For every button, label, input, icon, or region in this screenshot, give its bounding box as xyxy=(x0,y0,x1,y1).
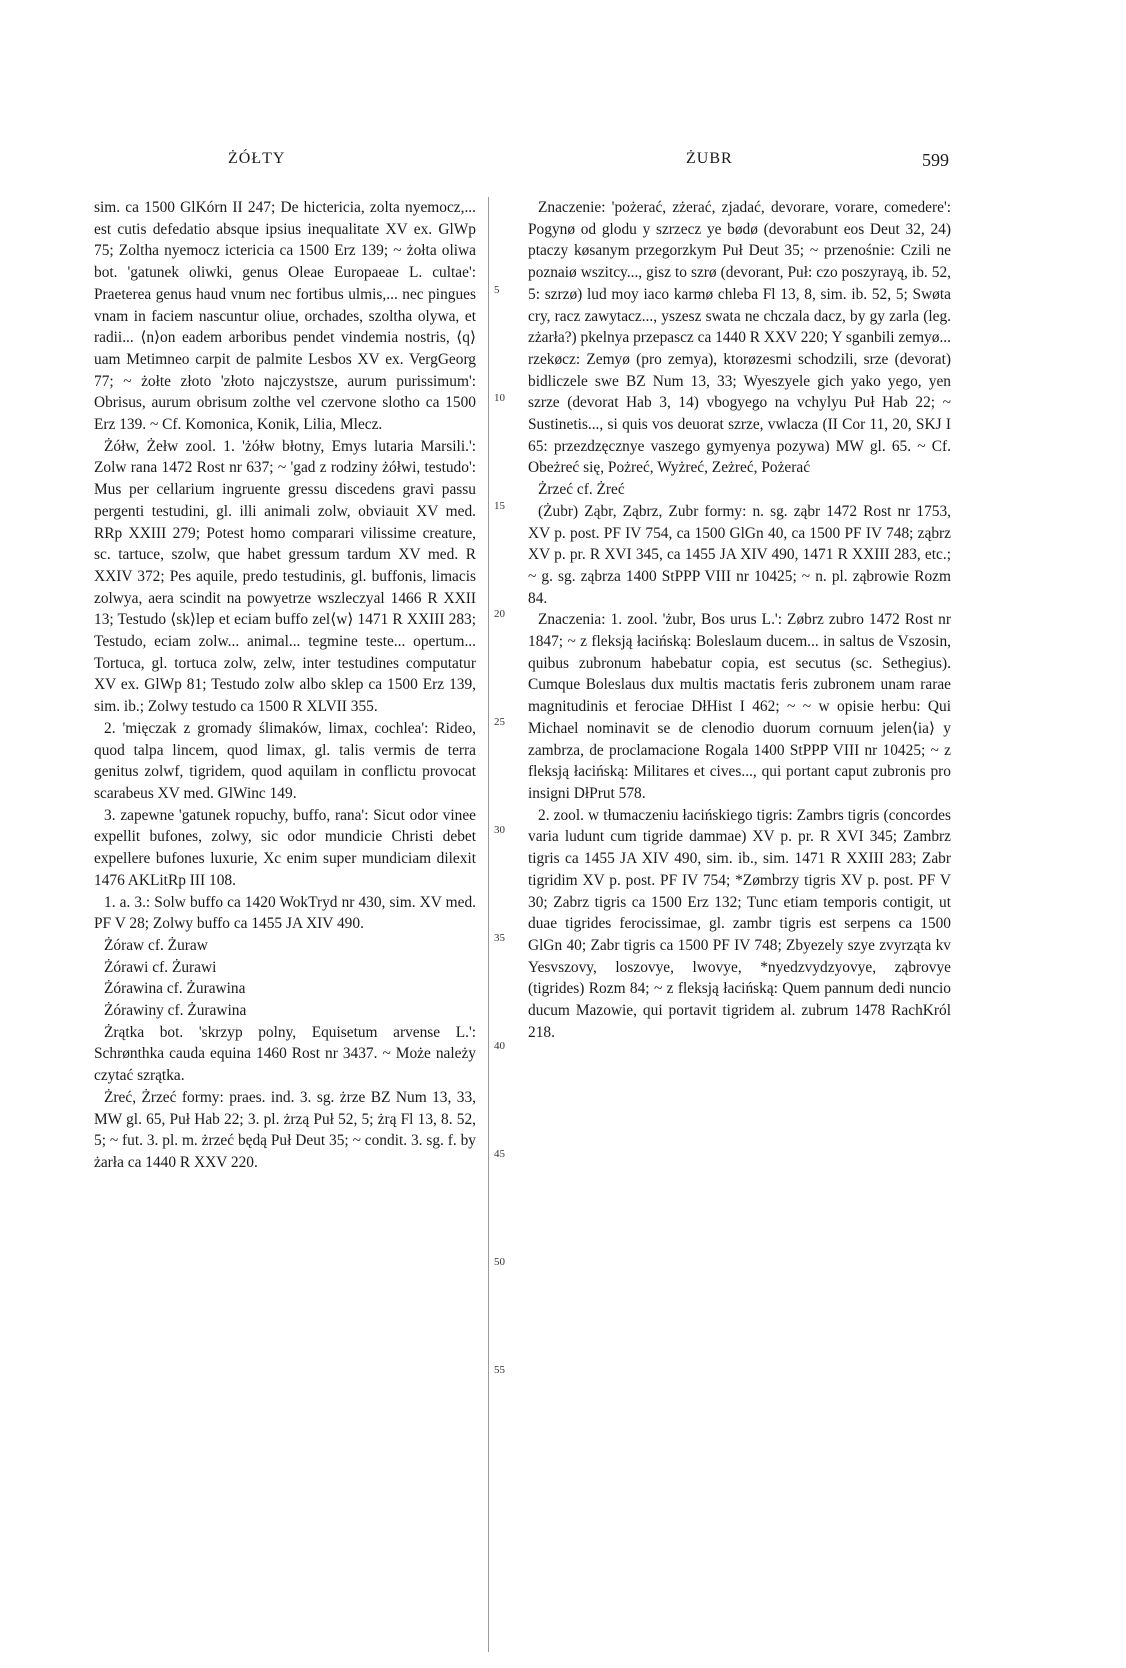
cross-reference: Żórawiny cf. Żurawina xyxy=(104,1002,247,1020)
running-header xyxy=(0,150,1126,174)
entry-paragraph: sim. ca 1500 GlKórn II 247; De hictericia, zolta nyemocz,... est cutis defedatio absque ipsius inequalitate XV ex. GlWp 75; Zoltha nyemocz ictericia ca 1500 Erz 139; ~ żołta oliwa bot. 'gatunek oliwki, genus Oleae Europaeae L. cultae': Praeterea genus haud vnum nec fortibus ulmis,... nec pingues vnam in faciem nascuntur oliue, orchades, szoltha olywa, et radii... ⟨n⟩on eadem arboribus pendet vindemia nostris, ⟨q⟩uam Metimneo carpit de palmite Lesbos XV ex. VergGeorg 77; ~ żołte złoto 'złoto najczystsze, aurum purissimum': Obrisus, aurum obrisum zolthe vel czervone slotho ca 1500 Erz 139. ~ Cf. Komonica, Konik, Lilia, Mlecz. xyxy=(94,199,476,434)
page-number: 599 xyxy=(922,150,949,170)
entry-paragraph: Znaczenie: 'pożerać, zżerać, zjadać, devorare, vorare, comedere': Pogynø od glodu y szrzecz ye bødø (devorabunt eos Deut 32, 24) ptaczy køsanym przegorzkym Puł Deut 35; ~ przenośnie: Czili ne poznaiø wszitcy..., gisz to szrø (devorant, Puł: czo poszyrayą, ib. 52, 5: szrzø) lud moy iaco karmø chleba Fl 13, 8, sim. ib. 52, 5; Swøta cry, racz zawytacz..., yszesz swata ne chczala dacz, by gy zarla (leg. zżarła?) pkelnya przepascz ca 1440 R XXV 220; Y sganbili zemyø... rzekøcz: Zemyø (pro zemya), ktorøzesmi schodzili, srze (devorat) bidliczele swe BZ Num 13, 33; Wyeszyele gich yako yego, yen szrze (devorat Hab 3, 14) vbogyego na vchylyu Puł Hab 22; ~ Sustinetis..., si quis vos deuorat szrze, vwlacza (II Cor 11, 20, SKJ I 65: przezdzęcznye vaszego gymyenya pozywa) MW gl. 65. ~ Cf. Obeżreć się, Pożreć, Wyżreć, Zeżreć, Pożerać xyxy=(528,199,951,477)
entry-paragraph: 1. a. 3.: Solw buffo ca 1420 WokTryd nr 430, sim. XV med. PF V 28; Zolwy buffo ca 1455 JA XIV 490. xyxy=(94,893,476,933)
entry-paragraph: Żółw, Żełw zool. 1. 'żółw błotny, Emys lutaria Marsili.': Zolw rana 1472 Rost nr 637; ~ 'gad z rodziny żółwi, testudo': Mus per cellarium ingruente gressu discedens gravi passu pergenti testudini, gl. illi animali zolw, obviauit XV med. RRp XXIII 279; Potest homo comparari vilissime creature, sc. tartuce, szolw, que habet gressum tardum XV med. R XXIV 372; Pes aquile, predo testudinis, gl. buffonis, limacis zolwya, aera scindit na powyetrze wszleczyal 1466 R XXII 13; Testudo ⟨sk⟩lep et eciam buffo zel⟨w⟩ 1471 R XXIII 283; Testudo, eciam zolw... animal... tegmine teste... opertum... Tortuca, gl. tortuca zolw, zelw, inter testudines computatur XV ex. GlWp 81; Testudo zolw albo sklep ca 1500 Erz 139, sim. ib.; Zolwy testudo ca 1500 R XLVII 355. xyxy=(94,437,476,716)
line-number: 45 xyxy=(494,1148,505,1160)
line-number: 50 xyxy=(494,1256,505,1268)
cross-reference: Żórawi cf. Żurawi xyxy=(104,958,217,976)
entry-paragraph: 2. zool. w tłumaczeniu łacińskiego tigris: Zambrs tigris (concordes varia ludunt cum tigride dammae) XV p. pr. R XVI 345; Zambrz tigris ca 1455 JA XIV 490, sim. ib., sim. 1471 R XXIII 283; Zabr tigridim XV p. post. PF IV 754; *Zømbrzy tigris XV p. post. PF V 30; Zabrz tigris ca 1500 Erz 132; Tunc etiam temporis contigit, ut duae tigrides ferocissimae, gl. zambr tigris est serpens ca 1500 GlGn 40; Zabr tigris ca 1500 PF IV 748; Zbyezely szye zvyrząta kv Yesvszovy, loszovye, lwovye, *nyedzvydzyovye, ząbrovye (tigrides) Rozm 84; ~ z fleksją łacińską: Quem pannum dedi nuncio ducum Mazowie, qui portavit tigridem al. zubrum 1478 RachKról 218. xyxy=(528,806,951,1041)
line-number: 25 xyxy=(494,716,505,728)
line-number: 35 xyxy=(494,932,505,944)
entry-paragraph: Żrątka bot. 'skrzyp polny, Equisetum arvense L.': Schrønthka cauda equina 1460 Rost nr 3437. ~ Może należy czytać szrątka. xyxy=(94,1023,476,1085)
line-number: 10 xyxy=(494,392,505,404)
line-number: 15 xyxy=(494,500,505,512)
cross-reference: Żórawina cf. Żurawina xyxy=(104,980,246,998)
cross-reference: Żrzeć cf. Żreć xyxy=(538,481,625,499)
line-number: 20 xyxy=(494,608,505,620)
header-left-title: ŻÓŁTY xyxy=(228,150,286,167)
line-number: 5 xyxy=(494,284,500,296)
cross-reference: Żóraw cf. Żuraw xyxy=(104,936,208,954)
column-divider xyxy=(488,197,489,1652)
line-number: 55 xyxy=(494,1364,505,1376)
right-column xyxy=(528,197,951,1043)
entry-paragraph: Znaczenia: 1. zool. 'żubr, Bos urus L.': Zøbrz zubro 1472 Rost nr 1847; ~ z fleksją łacińską: Boleslaum ducem... in saltus de Vszosin, quibus zubronum habebatur copia, est secutus (sc. Sethegius). Cumque Boleslaus dux multis mactatis feris zubronem unam rarae magnitudinis et ferociae DłHist I 462; ~ ~ w opisie herbu: Qui Michael nominavit se de clenodio duorum cornuum jelen⟨ia⟩ y zambrza, de proclamacione Rogala 1400 StPPP VIII nr 10425; ~ z fleksją łacińską: Militares et cives..., qui portant caput zubronis pro insigni DłPrut 578. xyxy=(528,611,951,802)
entry-paragraph: (Żubr) Ząbr, Ząbrz, Zubr formy: n. sg. ząbr 1472 Rost nr 1753, XV p. post. PF IV 754, ca 1500 GlGn 40, ca 1500 PF IV 748; ząbrz XV p. pr. R XVI 345, ca 1455 JA XIV 490, 1471 R XXIII 283, etc.; ~ g. sg. ząbrza 1400 StPPP VIII nr 10425; ~ n. pl. ząbrowie Rozm 84. xyxy=(528,502,951,607)
entry-paragraph: 2. 'mięczak z gromady ślimaków, limax, cochlea': Rideo, quod talpa lincem, quod limax, gl. talis vermis de terra genitus zolwf, tigridem, quod aquilam in conflictu provocat scarabeus XV med. GlWinc 149. xyxy=(94,719,476,802)
left-column xyxy=(94,197,476,1174)
line-number: 40 xyxy=(494,1040,505,1052)
entry-paragraph: Żreć, Żrzeć formy: praes. ind. 3. sg. żrze BZ Num 13, 33, MW gl. 65, Puł Hab 22; 3. pl. żrzą Puł 52, 5; żrą Fl 13, 8. 52, 5; ~ fut. 3. pl. m. żrzeć będą Puł Deut 35; ~ condit. 3. sg. f. by żarła ca 1440 R XXV 220. xyxy=(94,1088,476,1171)
line-number: 30 xyxy=(494,824,505,836)
header-center-title: ŻUBR xyxy=(686,150,733,167)
entry-paragraph: 3. zapewne 'gatunek ropuchy, buffo, rana': Sicut odor vinee expellit bufones, zolwy, sic odor mundicie Christi debet expellere bufones luxurie, Xc enim super mundiciam dilexit 1476 AKLitRp III 108. xyxy=(94,806,476,889)
